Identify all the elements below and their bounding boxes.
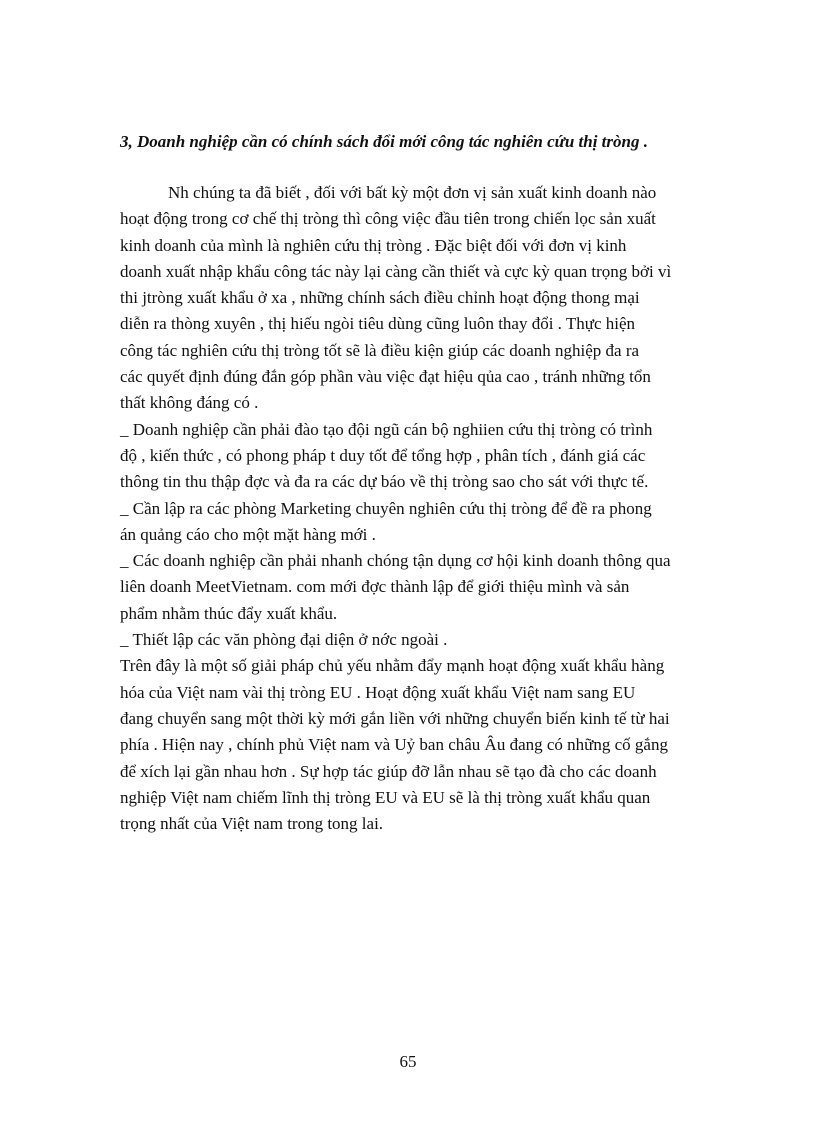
text-line: phẩm nhằm thúc đẩy xuất khẩu. xyxy=(120,603,338,623)
text-line: liên doanh MeetVietnam. com mới đợc thành lập để giới thiệu mình và sản xyxy=(120,577,630,597)
text-line: Nh chúng ta đã biết , đối với bất kỳ một đơn vị sản xuất kinh doanh nào xyxy=(168,183,657,202)
text-line: _ Doanh nghiệp cần phải đào tạo đội ngũ cán bộ nghiien cứu thị tròng có trình xyxy=(120,419,653,439)
body-text xyxy=(120,180,740,837)
text-line: thất không đáng có . xyxy=(120,393,259,413)
text-line: _ Thiết lập các văn phòng đại diện ở nớc ngoài . xyxy=(120,630,448,650)
text-line: thông tin thu thập đợc và đa ra các dự báo về thị tròng sao cho sát với thực tế. xyxy=(120,472,649,492)
text-line: kinh doanh của mình là nghiên cứu thị tròng . Đặc biệt đối với đơn vị kinh xyxy=(120,235,627,255)
text-line: các quyết định đúng đắn góp phần vàu việc đạt hiệu qủa cao , tránh những tổn xyxy=(120,367,651,387)
text-line: hóa của Việt nam vài thị tròng EU . Hoạt động xuất khẩu Việt nam sang EU xyxy=(120,682,636,702)
text-line: thi jtròng xuất khẩu ở xa , những chính sách điều chỉnh hoạt động thong mại xyxy=(120,288,640,308)
text-line: đang chuyển sang một thời kỳ mới gắn liền với những chuyển biến kinh tế từ hai xyxy=(120,708,670,728)
text-line: nghiệp Việt nam chiếm lĩnh thị tròng EU và EU sẽ là thị tròng xuất khẩu quan xyxy=(120,787,651,807)
text-line: độ , kiến thức , có phong pháp t duy tốt để tổng hợp , phân tích , đánh giá các xyxy=(120,445,646,465)
text-line: công tác nghiên cứu thị tròng tốt sẽ là điều kiện giúp các doanh nghiệp đa ra xyxy=(120,340,640,360)
page-number: 65 xyxy=(399,1052,417,1071)
text-line: diễn ra thòng xuyên , thị hiếu ngòi tiêu dùng cũng luôn thay đổi . Thực hiện xyxy=(120,314,636,334)
text-line: án quảng cáo cho một mặt hàng mới . xyxy=(120,524,376,544)
text-line: phía . Hiện nay , chính phủ Việt nam và Uỷ ban châu Âu đang có những cố gắng xyxy=(120,735,668,755)
text-line: _ Các doanh nghiệp cần phải nhanh chóng tận dụng cơ hội kinh doanh thông qua xyxy=(120,551,671,571)
text-line: Trên đây là một số giải pháp chủ yếu nhằm đẩy mạnh hoạt động xuất khẩu hàng xyxy=(120,656,665,676)
text-line: _ Cần lập ra các phòng Marketing chuyên nghiên cứu thị tròng để đề ra phong xyxy=(120,498,652,518)
text-line: hoạt động trong cơ chế thị tròng thì công việc đầu tiên trong chiến lọc sản xuất xyxy=(120,209,656,229)
text-line: trọng nhất của Việt nam trong tong lai. xyxy=(120,814,384,834)
section-heading: 3, Doanh nghiệp cần có chính sách đổi mới công tác nghiên cứu thị tròng . xyxy=(120,132,648,151)
text-line: doanh xuất nhập khẩu công tác này lại càng cần thiết và cực kỳ quan trọng bởi vì xyxy=(120,261,672,281)
text-line: để xích lại gần nhau hơn . Sự hợp tác giúp đỡ lẫn nhau sẽ tạo đà cho các doanh xyxy=(120,761,657,781)
